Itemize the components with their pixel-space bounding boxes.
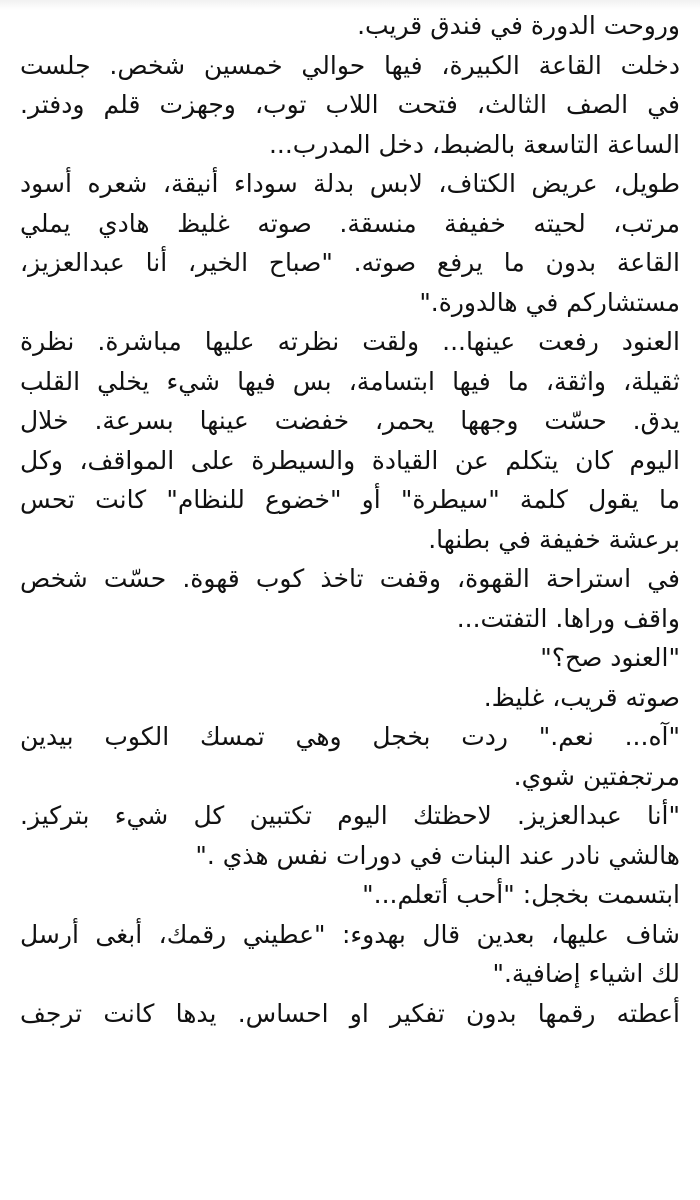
text-line: دخلت القاعة الكبيرة، فيها حوالي خمسين شخص. جلست bbox=[20, 50, 680, 80]
text-line: "آه... نعم." ردت بخجل وهي تمسك الكوب بيدين bbox=[20, 722, 680, 751]
text-line: يدق. حسّت وجهها يحمر، خفضت عينها بسرعة. خلال bbox=[20, 406, 680, 435]
text-line: شاف عليها، بعدين قال بهدوء: "عطيني رقمك، أبغى أرسل bbox=[20, 919, 680, 949]
text-line: ابتسمت بخجل: "أحب أتعلم..." bbox=[362, 880, 680, 909]
text-line: الساعة التاسعة بالضبط، دخل المدرب... bbox=[268, 129, 680, 159]
text-line: طويل، عريض الكتاف، لابس بدلة سوداء أنيقة، شعره أسود bbox=[20, 169, 680, 198]
text-line: القاعة بدون ما يرفع صوته. "صباح الخير، أنا عبدالعزيز، bbox=[20, 248, 680, 277]
text-line: "أنا عبدالعزيز. لاحظتك اليوم تكتبين كل شيء بتركيز. bbox=[20, 801, 680, 830]
text-line: هالشي نادر عند البنات في دورات نفس هذي ." bbox=[195, 840, 680, 870]
document-text bbox=[20, 6, 680, 1033]
text-line: مستشاركم في هالدورة." bbox=[419, 287, 680, 317]
text-line: "العنود صح؟" bbox=[540, 643, 680, 672]
text-line: أعطته رقمها بدون تفكير او احساس. يدها كانت ترجف bbox=[20, 998, 680, 1028]
text-line: ثقيلة، واثقة، ما فيها ابتسامة، بس فيها شيء يخلي القلب bbox=[20, 366, 680, 396]
text-line: مرتجفتين شوي. bbox=[513, 761, 680, 791]
text-line: لك اشياء إضافية." bbox=[492, 959, 680, 988]
text-line: واقف وراها. التفتت... bbox=[456, 603, 680, 633]
text-line: مرتب، لحيته خفيفة منسقة. صوته غليظ هادي يملي bbox=[20, 208, 680, 238]
text-line: ما يقول كلمة "سيطرة" أو "خضوع للنظام" كانت تحس bbox=[20, 485, 680, 514]
text-line: وروحت الدورة في فندق قريب. bbox=[357, 11, 680, 40]
text-line: صوته قريب، غليظ. bbox=[483, 682, 680, 712]
text-line: العنود رفعت عينها... ولقت نظرته عليها مباشرة. نظرة bbox=[20, 327, 680, 356]
text-line: في الصف الثالث، فتحت اللاب توب، وجهزت قلم ودفتر. bbox=[20, 90, 680, 119]
text-line: في استراحة القهوة، وقفت تاخذ كوب قهوة. حسّت شخص bbox=[20, 564, 680, 593]
text-line: اليوم كان يتكلم عن القيادة والسيطرة على المواقف، وكل bbox=[20, 445, 680, 475]
text-line: برعشة خفيفة في بطنها. bbox=[428, 524, 680, 554]
